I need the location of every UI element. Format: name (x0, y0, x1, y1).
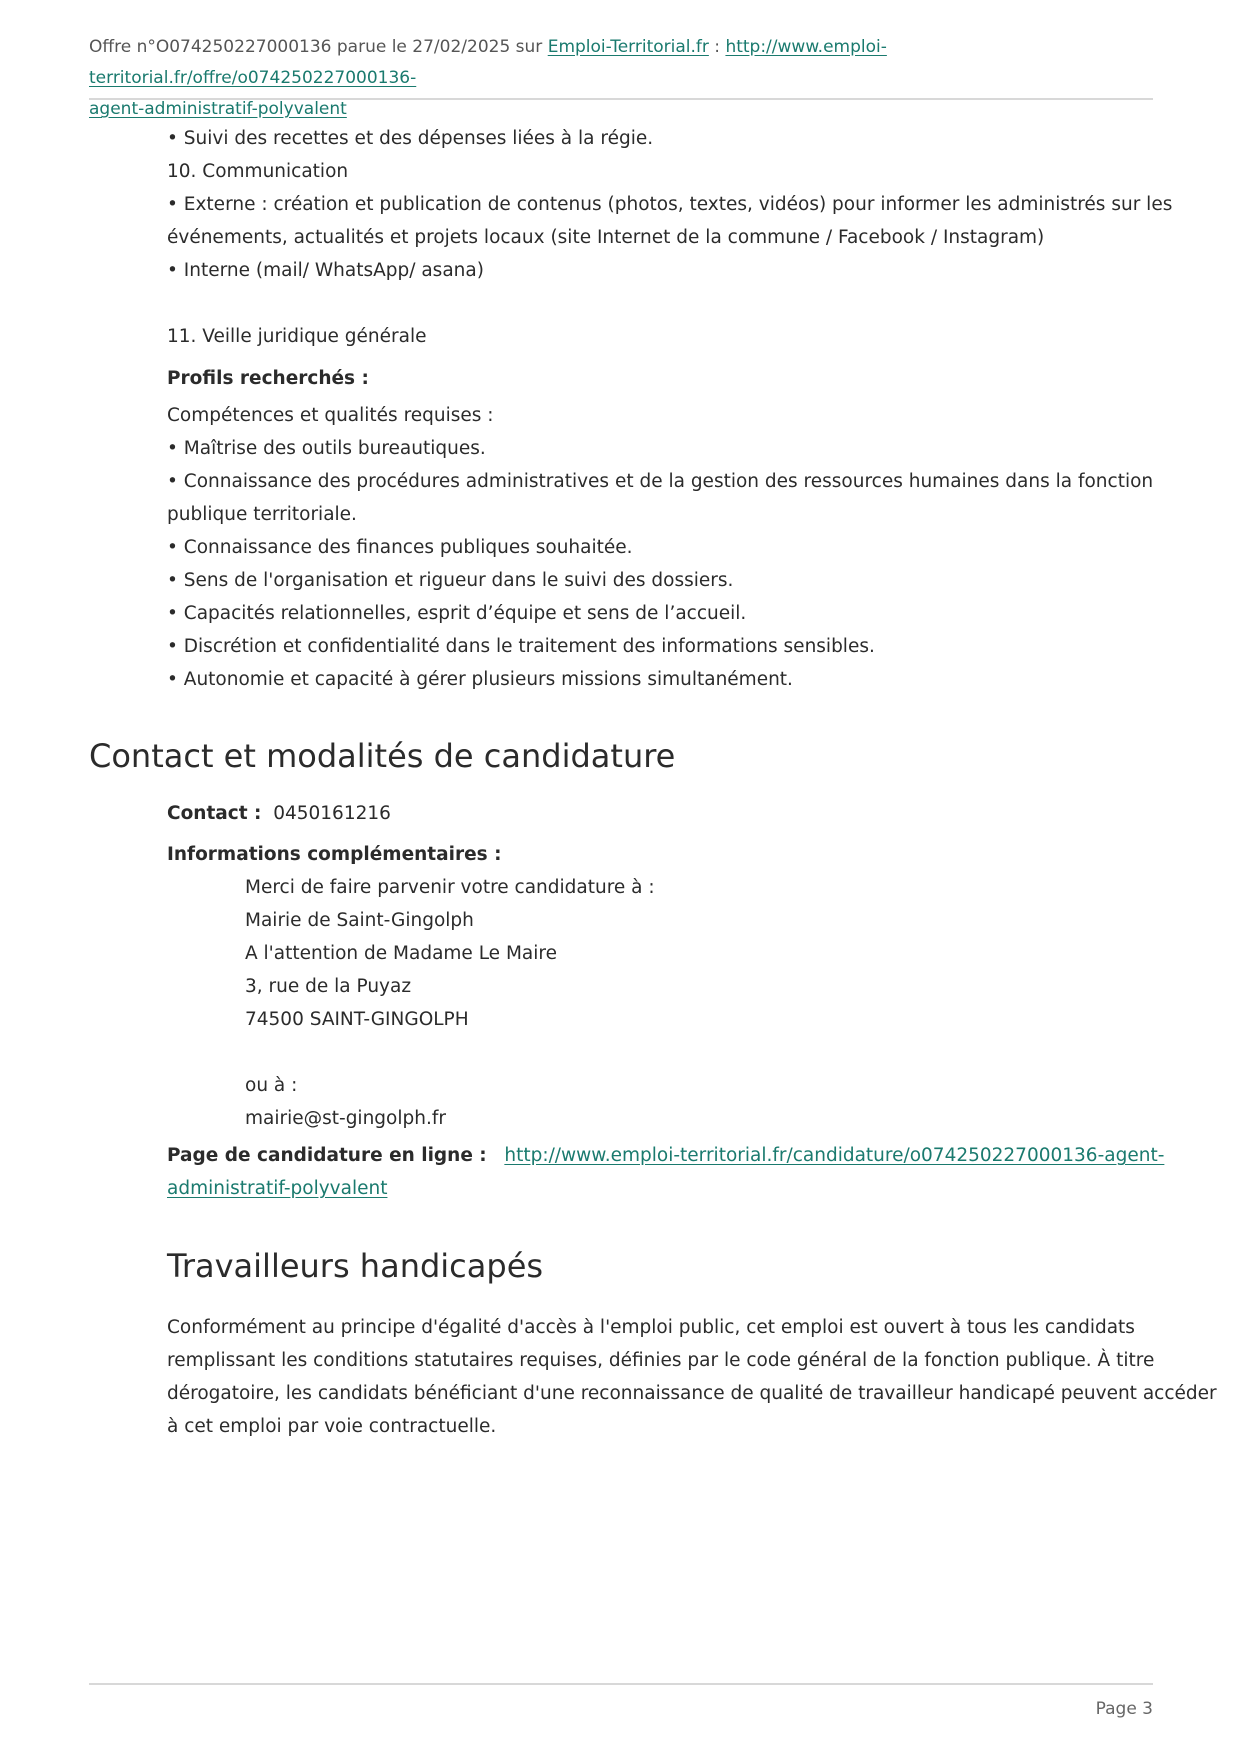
contact-phone: 0450161216 (273, 803, 391, 824)
mission-line: • Externe : création et publication de contenus (photos, textes, vidéos) pour informer les administrés sur les (167, 194, 1173, 215)
info-line: 3, rue de la Puyaz (245, 976, 412, 997)
profil-line: • Capacités relationnelles, esprit d’équipe et sens de l’accueil. (167, 603, 747, 624)
footer-divider (89, 1683, 1153, 1685)
mission-line: • Suivi des recettes et des dépenses liées à la régie. (167, 128, 654, 149)
handicap-line: dérogatoire, les candidats bénéficiant d'une reconnaissance de qualité de travailleur handicapé peuvent accéder (167, 1383, 1217, 1404)
handicap-section-title: Travailleurs handicapés (167, 1247, 544, 1285)
profil-line: • Discrétion et confidentialité dans le traitement des informations sensibles. (167, 636, 875, 657)
handicap-text (167, 1311, 1217, 1443)
profils-heading: Profils recherchés : (167, 368, 369, 389)
info-line: Mairie de Saint-Gingolph (245, 910, 474, 931)
profil-line: • Sens de l'organisation et rigueur dans le suivi des dossiers. (167, 570, 734, 591)
info-label: Informations complémentaires : (167, 844, 502, 865)
offer-url-part-2: agent-administratif-polyvalent (89, 99, 347, 119)
mission-line: 11. Veille juridique générale (167, 326, 427, 347)
mission-line: • Interne (mail/ WhatsApp/ asana) (167, 260, 484, 281)
offer-reference: Offre n°O074250227000136 parue le 27/02/2025 sur (89, 37, 543, 57)
header-separator: : (714, 37, 721, 57)
contact-block (167, 797, 1165, 1205)
profil-line: • Connaissance des procédures administratives et de la gestion des ressources humaines dans la fonction (167, 471, 1154, 492)
info-line: A l'attention de Madame Le Maire (245, 943, 557, 964)
online-application-label: Page de candidature en ligne : (167, 1145, 487, 1166)
info-email: mairie@st-gingolph.fr (245, 1108, 446, 1129)
contact-label: Contact : (167, 803, 262, 824)
info-line: Merci de faire parvenir votre candidature à : (245, 877, 655, 898)
profil-line: publique territoriale. (167, 504, 357, 525)
info-line: 74500 SAINT-GINGOLPH (245, 1009, 469, 1030)
missions-continued (167, 122, 1173, 353)
header-divider (89, 98, 1153, 100)
info-address (167, 871, 1157, 1135)
profils-intro: Compétences et qualités requises : (167, 405, 494, 426)
mission-line: événements, actualités et projets locaux (site Internet de la commune / Facebook / Instagram) (167, 227, 1045, 248)
profil-line: • Maîtrise des outils bureautiques. (167, 438, 486, 459)
offer-url-part-1: http://www.emploi-territorial.fr/offre/o074250227000136- (89, 37, 887, 88)
online-application-link[interactable]: http://www.emploi-territorial.fr/candidature/o074250227000136-agent- (504, 1145, 1165, 1166)
page-number: Page 3 (1095, 1699, 1153, 1719)
info-line: ou à : (245, 1075, 298, 1096)
page-header (89, 32, 1153, 125)
handicap-line: remplissant les conditions statutaires requises, définies par le code général de la fonction publique. À titre (167, 1350, 1155, 1371)
profil-line: • Autonomie et capacité à gérer plusieurs missions simultanément. (167, 669, 793, 690)
profil-line: • Connaissance des finances publiques souhaitée. (167, 537, 633, 558)
contact-section-title: Contact et modalités de candidature (89, 737, 676, 775)
mission-line: 10. Communication (167, 161, 349, 182)
site-link[interactable]: Emploi-Territorial.fr (547, 37, 709, 57)
profils-section (167, 362, 1157, 696)
online-application-link-cont[interactable]: administratif-polyvalent (167, 1178, 388, 1199)
handicap-line: à cet emploi par voie contractuelle. (167, 1416, 497, 1437)
handicap-line: Conformément au principe d'égalité d'accès à l'emploi public, cet emploi est ouvert à tous les candidats (167, 1317, 1135, 1338)
